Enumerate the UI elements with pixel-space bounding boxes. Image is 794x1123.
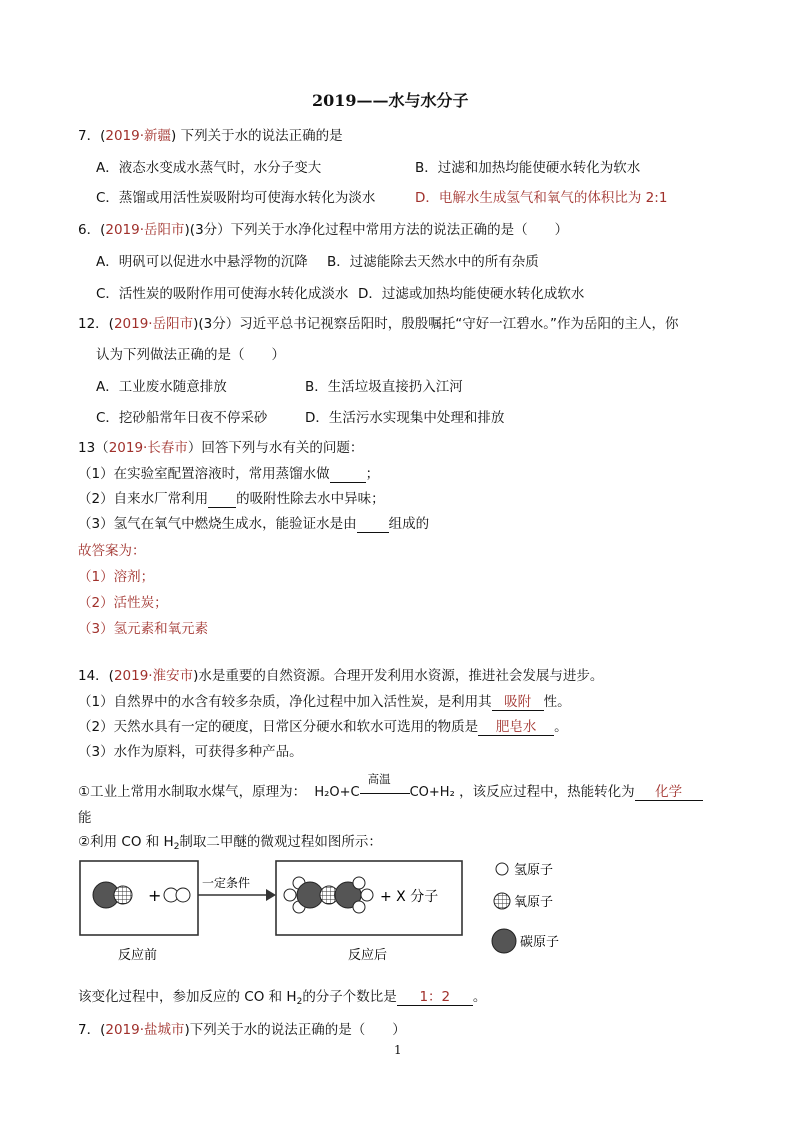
question-13-part-2 <box>78 487 385 508</box>
part-text: （2）自来水厂常利用 <box>78 491 209 507</box>
subscript: 2 <box>173 842 180 852</box>
hydrogen-atom <box>176 888 190 902</box>
part-text: 性。 <box>543 694 571 710</box>
question-13-part-3 <box>78 512 429 533</box>
part-text: ②利用 CO 和 H <box>78 834 174 850</box>
question-7-yancheng-stem <box>78 1018 406 1038</box>
source-tag: 2019·淮安市 <box>113 668 194 684</box>
hydrogen-atom <box>361 889 373 901</box>
legend-hydrogen: 氢原子 <box>514 863 554 878</box>
reaction-diagram <box>78 855 598 967</box>
part-text: ①工业上常用水制取水煤气，原理为： <box>78 784 307 800</box>
answer-blank <box>635 785 703 801</box>
option-b: B．过滤和加热均能使硬水转化为软水 <box>415 160 641 176</box>
part-text: 的吸附性除去水中异味； <box>236 491 385 507</box>
question-text: 水是重要的自然资源。合理开发利用水资源，推进社会发展与进步。 <box>198 668 604 684</box>
before-label: 反应前 <box>118 948 158 963</box>
oxygen-atom <box>114 886 132 904</box>
part-text: （1）自然界中的水含有较多杂质，净化过程中加入活性炭，是利用其 <box>78 694 492 710</box>
question-number: 14．( <box>78 668 114 684</box>
subscript: 2 <box>296 997 303 1007</box>
part-text: ； <box>365 466 380 482</box>
source-tag: 2019·长春市 <box>108 440 188 456</box>
answer-text: 肥皂水 <box>495 719 537 735</box>
source-close: ) <box>193 316 199 332</box>
hydrogen-atom <box>353 877 365 889</box>
x-molecule: + X 分子 <box>380 889 439 905</box>
equation-line <box>78 772 703 801</box>
answer-blank <box>357 517 389 533</box>
question-14-part-1 <box>78 690 571 711</box>
part-text: （2）天然水具有一定的硬度，日常区分硬水和软水可选用的物质是 <box>78 719 479 735</box>
answer-text: 吸附 <box>504 694 532 710</box>
answer-blank <box>208 492 236 508</box>
option-a: A．明矾可以促进水中悬浮物的沉降 <box>96 254 308 270</box>
reaction-condition: 高温 <box>367 772 391 786</box>
carbon-atom <box>297 882 323 908</box>
page-title: 2019——水与水分子 <box>312 91 469 110</box>
part-text: 组成的 <box>388 516 430 532</box>
question-6-stem <box>78 218 568 238</box>
part-text: （1）在实验室配置溶液时，常用蒸馏水做 <box>78 466 330 482</box>
part-text: 的分子个数比是 <box>302 989 397 1005</box>
diagram-intro <box>78 830 382 852</box>
option-b: B．生活垃圾直接扔入江河 <box>305 379 463 395</box>
legend-oxygen: 氧原子 <box>514 895 554 910</box>
question-number: 7．( <box>78 1022 106 1038</box>
source-close: ) <box>171 128 177 144</box>
legend-hydrogen-icon <box>496 863 508 875</box>
option-d: D．生活污水实现集中处理和排放 <box>305 410 505 426</box>
option-d: D．电解水生成氢气和氧气的体积比为 2:1 <box>415 190 668 206</box>
after-label: 反应后 <box>348 948 388 963</box>
answer-blank <box>397 990 473 1006</box>
answer-1: （1）溶剂； <box>78 569 155 585</box>
arrow-head <box>266 889 276 901</box>
equation-line-cont: 能 <box>78 810 92 826</box>
answer-text: 化学 <box>655 784 683 800</box>
part-text: 制取二甲醚的微观过程如图所示： <box>179 834 382 850</box>
option-b: B．过滤能除去天然水中的所有杂质 <box>327 254 539 270</box>
question-12-stem-cont: 认为下列做法正确的是（ ） <box>96 347 285 363</box>
ratio-line <box>78 985 486 1007</box>
plus-sign: + <box>148 886 162 905</box>
option-c: C．活性炭的吸附作用可使海水转化成淡水 <box>96 286 349 302</box>
option-d: D．过滤或加热均能使硬水转化成软水 <box>358 286 585 302</box>
question-text: (3分）下列关于水净化过程中常用方法的说法正确的是（ ） <box>189 222 569 238</box>
question-13-part-1 <box>78 462 379 483</box>
legend-carbon: 碳原子 <box>520 935 560 950</box>
question-text: (3分）习近平总书记视察岳阳时，殷殷嘱托“守好一江碧水。”作为岳阳的主人，你 <box>198 316 679 332</box>
part-text: 。 <box>472 989 487 1005</box>
option-a: A．工业废水随意排放 <box>96 379 227 395</box>
source-tag: 2019·岳阳市 <box>105 222 185 238</box>
equation-reactants: H₂O+C <box>314 785 360 800</box>
equation-arrow <box>360 772 410 800</box>
part-text: （3）氢气在氧气中燃烧生成水，能验证水是由 <box>78 516 357 532</box>
question-number: 12．( <box>78 316 114 332</box>
answer-blank <box>478 720 554 736</box>
part-text: 。 <box>554 719 568 735</box>
question-14-part-2 <box>78 715 568 736</box>
page-number: 1 <box>394 1043 402 1057</box>
hydrogen-atom <box>353 901 365 913</box>
arrow-label: 一定条件 <box>202 876 251 890</box>
question-number: 6．( <box>78 222 106 238</box>
question-text: 下列关于水的说法正确的是 <box>180 128 343 144</box>
source-close: ) <box>184 222 190 238</box>
source-tag: 2019·新疆 <box>105 128 172 144</box>
question-number: 13（ <box>78 440 109 456</box>
question-7-xinjiang-stem <box>78 124 343 144</box>
answer-blank <box>492 695 544 711</box>
source-tag: 2019·盐城市 <box>105 1022 185 1038</box>
equation-line-mark <box>360 793 410 794</box>
answer-3: （3）氢元素和氧元素 <box>78 621 209 637</box>
source-tag: 2019·岳阳市 <box>113 316 194 332</box>
option-c: C．挖砂船常年日夜不停采砂 <box>96 410 268 426</box>
answer-heading: 故答案为： <box>78 543 146 559</box>
chemical-equation <box>314 772 455 800</box>
question-12-stem <box>78 312 678 332</box>
legend-carbon-icon <box>492 929 516 953</box>
answer-text: 1：2 <box>419 989 451 1005</box>
question-14-stem <box>78 664 603 684</box>
equation-products: CO+H₂ <box>409 785 455 800</box>
source-close: ) <box>193 668 199 684</box>
option-c: C．蒸馏或用活性炭吸附均可使海水转化为淡水 <box>96 190 376 206</box>
part-text: 该变化过程中，参加反应的 CO 和 H <box>78 989 297 1005</box>
source-close: ） <box>187 440 202 456</box>
hydrogen-atom <box>284 889 296 901</box>
part-text: ，该反应过程中，热能转化为 <box>459 784 635 800</box>
source-close: ) <box>184 1022 190 1038</box>
answer-blank <box>330 467 366 483</box>
answer-2: （2）活性炭； <box>78 595 168 611</box>
legend-oxygen-icon <box>494 893 510 909</box>
question-text: 回答下列与水有关的问题： <box>201 440 364 456</box>
question-number: 7．( <box>78 128 106 144</box>
question-13-stem <box>78 436 363 456</box>
option-a: A．液态水变成水蒸气时，水分子变大 <box>96 160 322 176</box>
question-14-part-3: （3）水作为原料，可获得多种产品。 <box>78 744 303 760</box>
question-text: 下列关于水的说法正确的是（ ） <box>189 1022 406 1038</box>
